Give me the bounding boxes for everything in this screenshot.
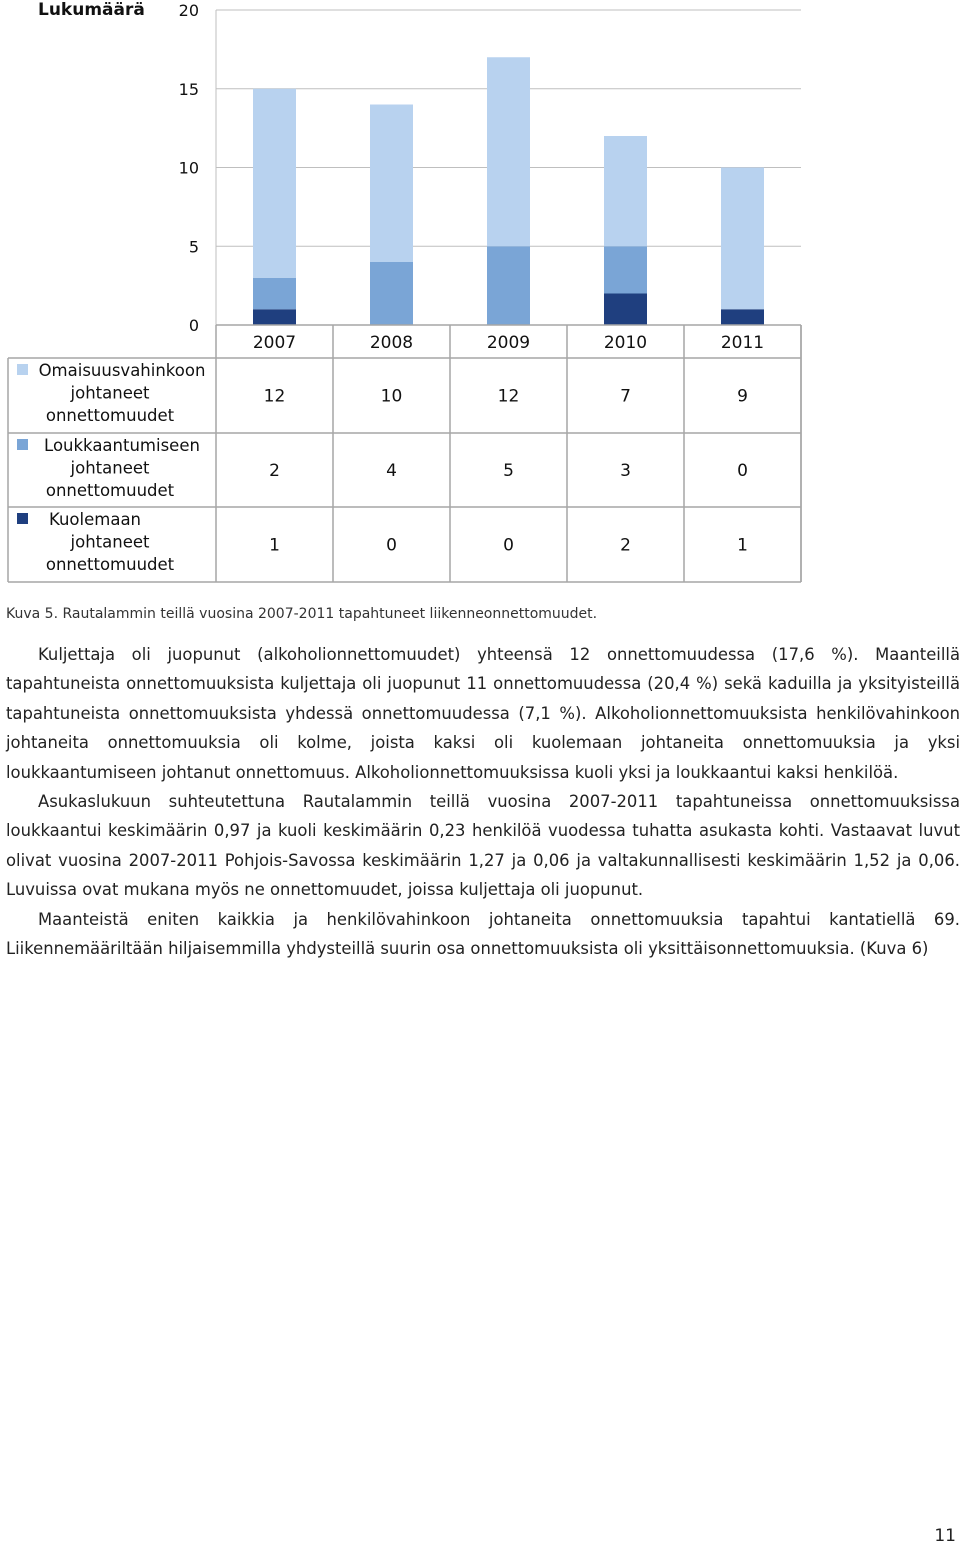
- legend-swatch: [17, 513, 28, 524]
- figure-caption: Kuva 5. Rautalammin teillä vuosina 2007-2011 tapahtuneet liikenneonnettomuudet.: [6, 606, 598, 622]
- legend-label: Loukkaantumiseen: [44, 436, 200, 455]
- data-label: 3: [620, 461, 631, 481]
- y-axis-label: Lukumäärä: [38, 0, 145, 20]
- y-tick-label: 10: [178, 158, 199, 178]
- y-tick-label: 20: [178, 1, 199, 20]
- data-label: 0: [503, 535, 514, 556]
- paragraph: Kuljettaja oli juopunut (alkoholionnettomuudet) yhteensä 12 onnettomuudessa (17,6 %). Maanteillä tapahtuneista onnettomuuksista kuljettaja oli juopunut 11 onnettomuudessa (20,4 %) sekä kaduilla ja yksityisteillä tapahtuneista onnettomuuksista yhdessä onnettomuudessa (7,1 %). Alkoholionnettomuuksista henkilövahinkoon johtaneita onnettomuuksia oli kolme, joista kaksi oli kuolemaan johtaneita onnettomuuksia ja yksi loukkaantumiseen johtanut onnettomuus. Alkoholionnettomuuksissa kuoli yksi ja loukkaantui kaksi henkilöä.: [6, 645, 960, 782]
- legend-label: onnettomuudet: [45, 555, 175, 574]
- bar-segment: [370, 262, 413, 325]
- bar-segment: [604, 246, 647, 293]
- legend-swatch: [17, 364, 28, 375]
- legend-label: johtaneet: [70, 383, 150, 403]
- data-label: 5: [503, 461, 514, 481]
- x-tick-label: 2008: [369, 333, 414, 353]
- bar-segment: [253, 309, 296, 325]
- data-label: 7: [620, 386, 631, 407]
- legend-label: johtaneet: [70, 458, 150, 478]
- data-label: 2: [269, 461, 280, 481]
- data-label: 4: [386, 461, 397, 481]
- bar-segment: [604, 136, 647, 246]
- y-tick-label: 0: [188, 316, 199, 335]
- bar-segment: [370, 105, 413, 263]
- y-tick-label: 15: [178, 79, 199, 99]
- bar-segment: [253, 89, 296, 278]
- body-text: [6, 640, 960, 963]
- x-tick-label: 2009: [486, 333, 531, 353]
- paragraph: Asukaslukuun suhteutettuna Rautalammin teillä vuosina 2007-2011 tapahtuneissa onnettomuuksissa loukkaantui keskimäärin 0,97 ja kuoli keskimäärin 0,23 henkilöä vuodessa tuhatta asukasta kohti. Vastaavat luvut olivat vuosina 2007-2011 Pohjois-Savossa keskimäärin 1,27 ja 0,06 ja valtakunnallisesti keskimäärin 1,52 ja 0,06. Luvuissa ovat mukana myös ne onnettomuudet, joissa kuljettaja oli juopunut.: [6, 792, 960, 900]
- bar-segment: [253, 278, 296, 310]
- bar-segment: [721, 168, 764, 310]
- legend-label: Omaisuusvahinkoon: [38, 361, 206, 380]
- stacked-bar-chart: [0, 0, 960, 600]
- bar-segment: [487, 246, 530, 325]
- data-label: 12: [263, 386, 286, 407]
- data-label: 0: [386, 535, 397, 556]
- y-tick-label: 5: [188, 237, 199, 257]
- data-label: 2: [620, 535, 631, 556]
- page-number: 11: [934, 1526, 956, 1546]
- data-label: 12: [497, 386, 520, 407]
- bar-segment: [487, 57, 530, 246]
- data-label: 10: [380, 386, 403, 407]
- bar-segment: [604, 294, 647, 326]
- data-label: 9: [737, 386, 748, 407]
- legend-label: onnettomuudet: [45, 481, 175, 500]
- legend-swatch: [17, 439, 28, 450]
- paragraph: Maanteistä eniten kaikkia ja henkilövahinkoon johtaneita onnettomuuksia tapahtui kantatiellä 69. Liikennemääriltään hiljaisemmilla yhdysteillä suurin osa onnettomuuksista oli yksittäisonnettomuuksia. (Kuva 6): [6, 909, 960, 959]
- data-label: 1: [269, 535, 280, 556]
- x-tick-label: 2010: [603, 333, 648, 353]
- x-tick-label: 2007: [252, 333, 297, 353]
- legend-label: onnettomuudet: [45, 406, 175, 425]
- bar-segment: [721, 309, 764, 325]
- legend-label: Kuolemaan: [48, 510, 142, 529]
- data-label: 0: [737, 461, 748, 481]
- legend-label: johtaneet: [70, 532, 150, 552]
- x-tick-label: 2011: [720, 333, 765, 353]
- data-label: 1: [737, 535, 748, 556]
